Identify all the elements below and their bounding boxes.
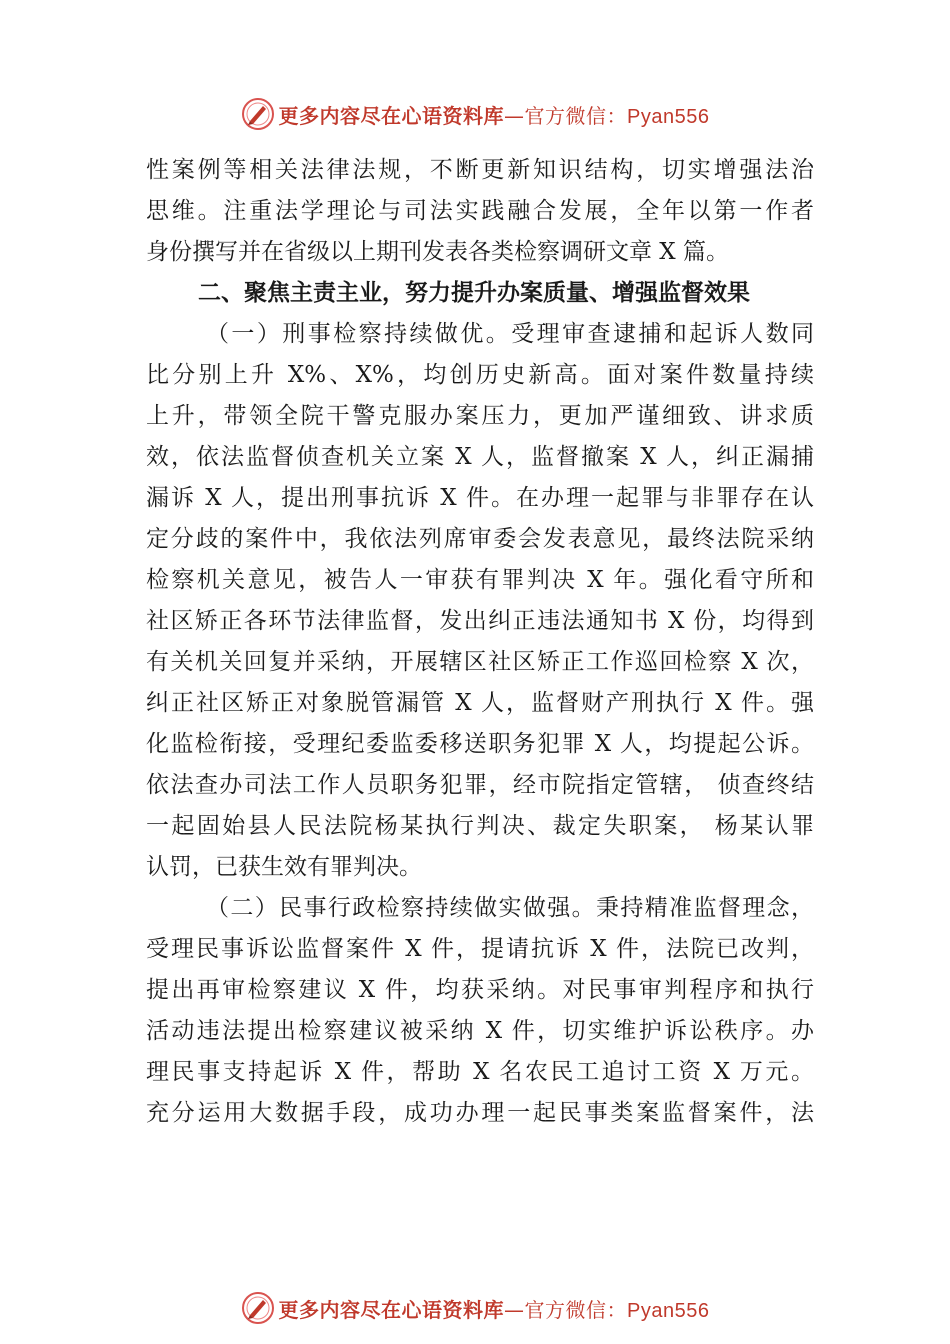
- watermark-header: [0, 94, 950, 134]
- watermark-brand: 更多内容尽在心语资料库: [278, 103, 505, 128]
- watermark-wechat-id: Pyan556: [627, 105, 710, 128]
- text-line: 一起固始县人民法院杨某执行判决、裁定失职案， 杨某认罪: [146, 813, 814, 839]
- text-line: 认罚，已获生效有罪判决。: [146, 854, 422, 880]
- text-line: （一）刑事检察持续做优。受理审查逮捕和起诉人数同: [206, 321, 814, 347]
- text-line: 依法查办司法工作人员职务犯罪，经市院指定管辖， 侦查终结: [146, 772, 814, 798]
- watermark-separator: —官方微信：: [504, 103, 628, 128]
- watermark-text: [279, 100, 710, 129]
- text-line: 检察机关意见，被告人一审获有罪判决 X 年。强化看守所和: [146, 567, 814, 593]
- text-line: 社区矫正各环节法律监督，发出纠正违法通知书 X 份，均得到: [146, 608, 814, 634]
- text-line: 提出再审检察建议 X 件，均获采纳。对民事审判程序和执行: [146, 977, 814, 1003]
- text-line: 有关机关回复并采纳，开展辖区社区矫正工作巡回检察 X 次，: [146, 649, 814, 675]
- watermark-text: [279, 1294, 710, 1323]
- text-line: 受理民事诉讼监督案件 X 件，提请抗诉 X 件，法院已改判，: [146, 936, 814, 962]
- paragraph-criminal-procuratorate: [146, 314, 814, 888]
- text-line: （二）民事行政检察持续做实做强。秉持精准监督理念，: [206, 895, 814, 921]
- text-line: 身份撰写并在省级以上期刊发表各类检察调研文章 X 篇。: [146, 239, 729, 265]
- text-line: 比分别上升 X%、X%，均创历史新高。面对案件数量持续: [146, 362, 814, 388]
- text-line: 思维。注重法学理论与司法实践融合发展，全年以第一作者: [146, 198, 814, 224]
- section-heading: 二、聚焦主责主业，努力提升办案质量、增强监督效果: [198, 280, 750, 306]
- document-body: [146, 150, 814, 1134]
- text-line: 充分运用大数据手段，成功办理一起民事类案监督案件，法: [146, 1100, 814, 1126]
- text-line: 化监检衔接，受理纪委监委移送职务犯罪 X 人，均提起公诉。: [146, 731, 814, 757]
- text-line: 上升，带领全院干警克服办案压力，更加严谨细致、讲求质: [146, 403, 814, 429]
- watermark-separator: —官方微信：: [504, 1297, 628, 1322]
- watermark-wechat-id: Pyan556: [627, 1299, 710, 1322]
- brand-logo-icon: [241, 97, 275, 131]
- text-line: 性案例等相关法律法规，不断更新知识结构，切实增强法治: [146, 157, 814, 183]
- text-line: 效，依法监督侦查机关立案 X 人，监督撤案 X 人，纠正漏捕: [146, 444, 814, 470]
- text-line: 理民事支持起诉 X 件，帮助 X 名农民工追讨工资 X 万元。: [146, 1059, 814, 1085]
- text-line: 定分歧的案件中，我依法列席审委会发表意见，最终法院采纳: [146, 526, 814, 552]
- text-line: 漏诉 X 人，提出刑事抗诉 X 件。在办理一起罪与非罪存在认: [146, 485, 814, 511]
- paragraph-1: [146, 150, 814, 273]
- paragraph-civil-administrative-procuratorate: [146, 888, 814, 1134]
- watermark-brand: 更多内容尽在心语资料库: [278, 1297, 505, 1322]
- watermark-footer: [0, 1288, 950, 1328]
- text-line: 纠正社区矫正对象脱管漏管 X 人，监督财产刑执行 X 件。强: [146, 690, 814, 716]
- text-line: 活动违法提出检察建议被采纳 X 件，切实维护诉讼秩序。办: [146, 1018, 814, 1044]
- brand-logo-icon: [241, 1291, 275, 1325]
